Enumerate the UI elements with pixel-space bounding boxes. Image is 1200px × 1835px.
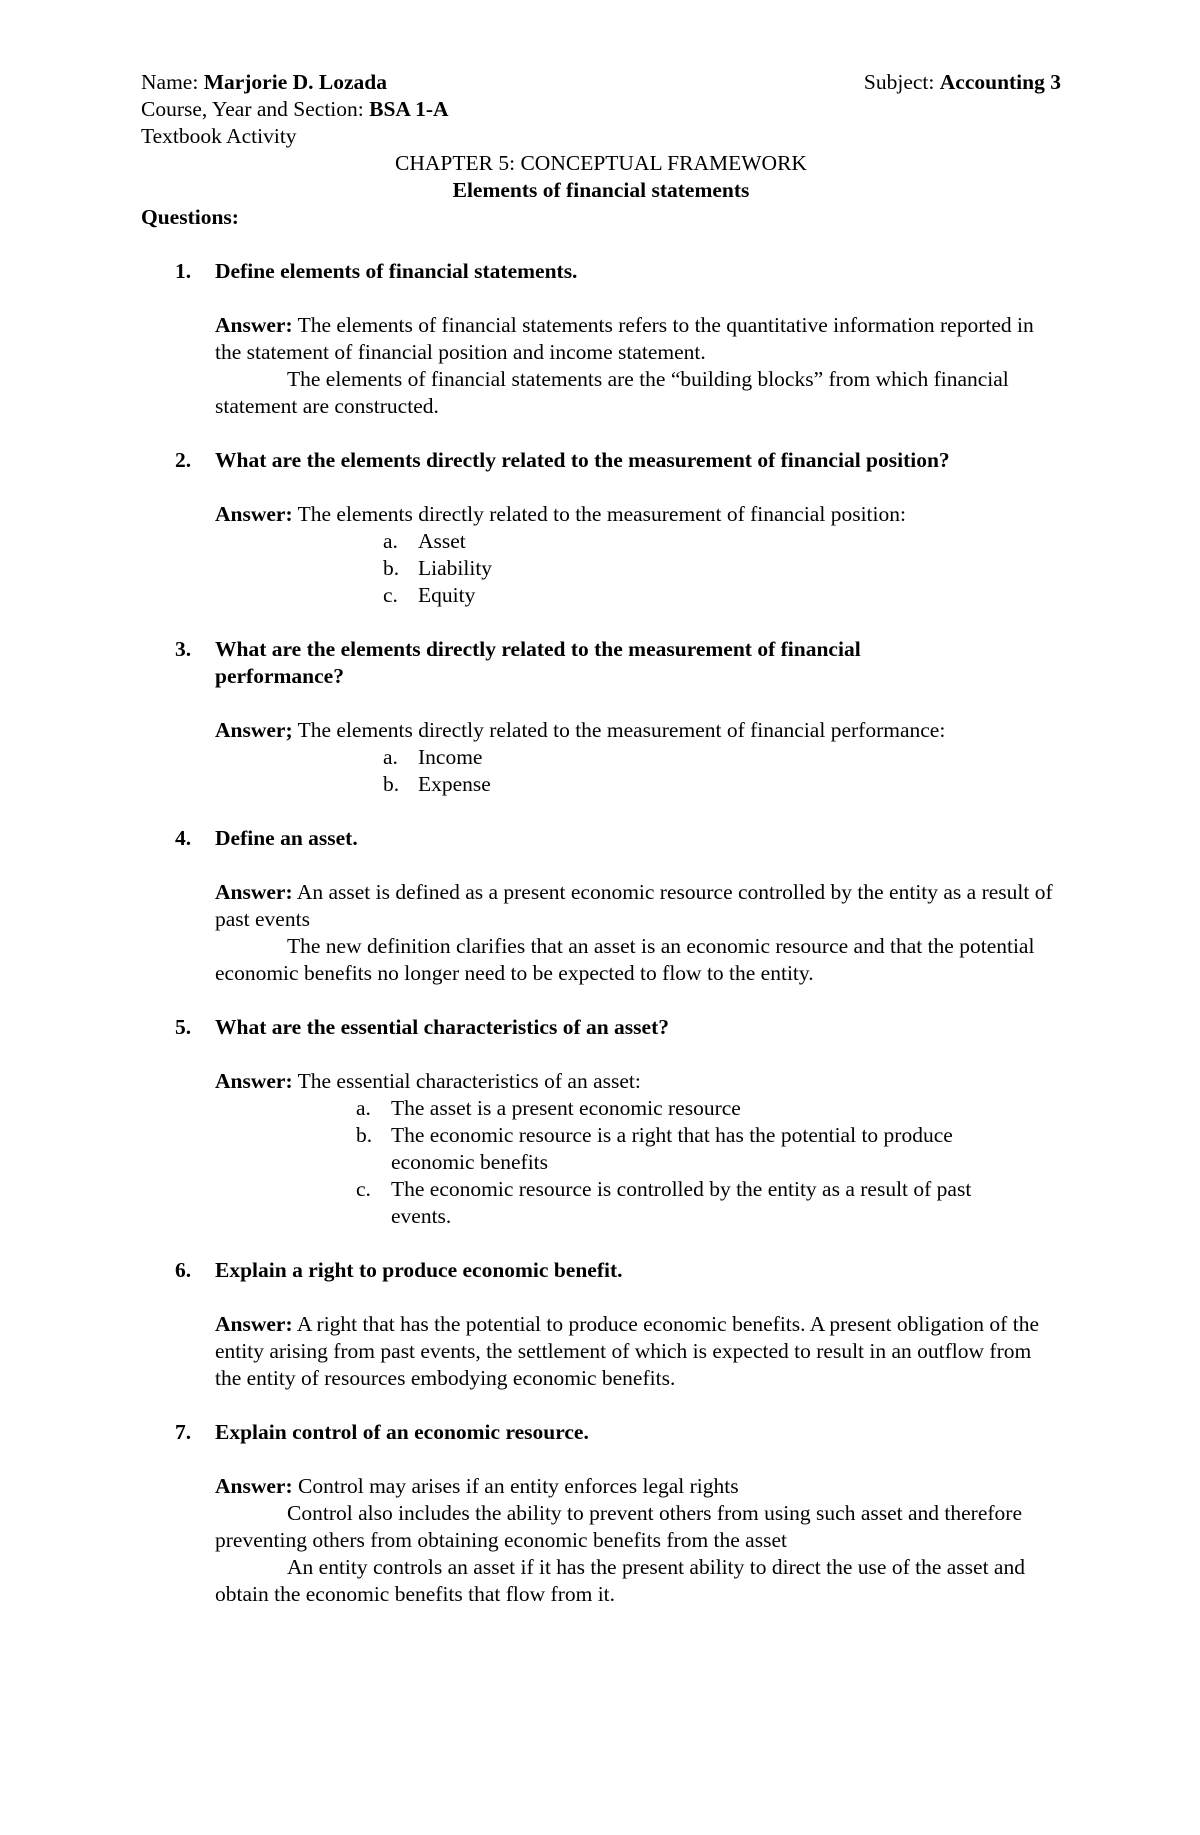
question-4	[141, 825, 1061, 987]
question-1	[141, 258, 1061, 420]
answer	[215, 1473, 1061, 1608]
answer-label: Answer:	[215, 313, 293, 337]
question-6	[141, 1257, 1061, 1392]
question-text: What are the elements directly related to the measurement of financial performance?	[215, 637, 861, 688]
name-label: Name:	[141, 70, 199, 94]
subject	[864, 69, 1061, 96]
answer	[215, 717, 1061, 744]
answer-text: The elements directly related to the measurement of financial position:	[292, 502, 906, 526]
question-number: 7.	[175, 1420, 192, 1444]
question-5	[141, 1014, 1061, 1230]
answer-paragraph: An entity controls an asset if it has the present ability to direct the use of the asset and obtain the economic benefits that flow from it.	[215, 1555, 1025, 1606]
question-3	[141, 636, 1061, 798]
question-number: 1.	[175, 259, 192, 283]
list-item: b. Liability	[383, 556, 493, 580]
list-item: a. Income	[383, 745, 483, 769]
answer-label: Answer;	[215, 718, 293, 742]
answer-text: An asset is defined as a present economic resource controlled by the entity as a result of past events	[215, 880, 1053, 931]
answer-paragraph: The new definition clarifies that an asset is an economic resource and that the potential economic benefits no longer need to be expected to flow to the entity.	[215, 934, 1035, 985]
question-number: 2.	[175, 448, 192, 472]
answer-label: Answer:	[215, 880, 293, 904]
answer-label: Answer:	[215, 502, 293, 526]
question-text: What are the essential characteristics of an asset?	[215, 1015, 669, 1039]
student-name	[141, 69, 387, 96]
question-text: Explain control of an economic resource.	[215, 1420, 589, 1444]
name-value: Marjorie D. Lozada	[203, 70, 387, 94]
course-label: Course, Year and Section:	[141, 97, 364, 121]
answer	[215, 1311, 1040, 1392]
question-text: Define elements of financial statements.	[215, 259, 578, 283]
list-item: a. Asset	[383, 529, 466, 553]
question-text: What are the elements directly related to the measurement of financial position?	[215, 448, 950, 472]
course-line	[141, 96, 1061, 123]
question-list	[141, 258, 1061, 1608]
answer-text: A right that has the potential to produce economic benefits. A present obligation of the entity arising from past events, the settlement of which is expected to result in an outflow from the entity of resources embodying economic benefits.	[215, 1312, 1039, 1390]
course-value: BSA 1-A	[369, 97, 449, 121]
answer	[215, 312, 1061, 420]
questions-label: Questions:	[141, 205, 239, 229]
answer	[215, 1068, 1061, 1095]
answer	[215, 879, 1061, 987]
list-item: c. The economic resource is controlled by the entity as a result of past events.	[356, 1177, 972, 1228]
answer-list	[383, 528, 1061, 609]
list-item: c. Equity	[383, 583, 476, 607]
question-7	[141, 1419, 1061, 1608]
answer-list	[356, 1095, 1016, 1230]
answer-text: The elements directly related to the measurement of financial performance:	[292, 718, 946, 742]
answer-paragraph: Control also includes the ability to prevent others from using such asset and therefore preventing others from obtaining economic benefits from the asset	[215, 1501, 1022, 1552]
subject-value: Accounting 3	[939, 70, 1061, 94]
list-item: a. The asset is a present economic resource	[356, 1096, 741, 1120]
question-number: 3.	[175, 637, 192, 661]
question-text: Explain a right to produce economic benefit.	[215, 1258, 623, 1282]
chapter-title: CHAPTER 5: CONCEPTUAL FRAMEWORK	[395, 151, 807, 175]
answer-text: The essential characteristics of an asset:	[292, 1069, 641, 1093]
list-item: b. Expense	[383, 772, 491, 796]
answer-paragraph: The elements of financial statements are the “building blocks” from which financial statement are constructed.	[215, 367, 1009, 418]
question-2	[141, 447, 1061, 609]
subject-label: Subject:	[863, 70, 935, 94]
answer-label: Answer:	[215, 1474, 293, 1498]
chapter-subtitle: Elements of financial statements	[452, 178, 750, 202]
list-item: b. The economic resource is a right that has the potential to produce economic benefits	[356, 1123, 953, 1174]
answer-label: Answer:	[215, 1312, 293, 1336]
question-number: 6.	[175, 1258, 192, 1282]
answer-list	[383, 744, 1061, 798]
answer-text: The elements of financial statements refers to the quantitative information reported in the statement of financial position and income statement.	[215, 313, 1034, 364]
document-page	[141, 69, 1061, 1608]
question-number: 4.	[175, 826, 192, 850]
question-text: Define an asset.	[215, 826, 358, 850]
answer-label: Answer:	[215, 1069, 293, 1093]
answer-text: Control may arises if an entity enforces legal rights	[292, 1474, 739, 1498]
answer	[215, 501, 1061, 528]
activity-line: Textbook Activity	[141, 124, 297, 148]
question-number: 5.	[175, 1015, 192, 1039]
header-row-1	[141, 69, 1061, 96]
